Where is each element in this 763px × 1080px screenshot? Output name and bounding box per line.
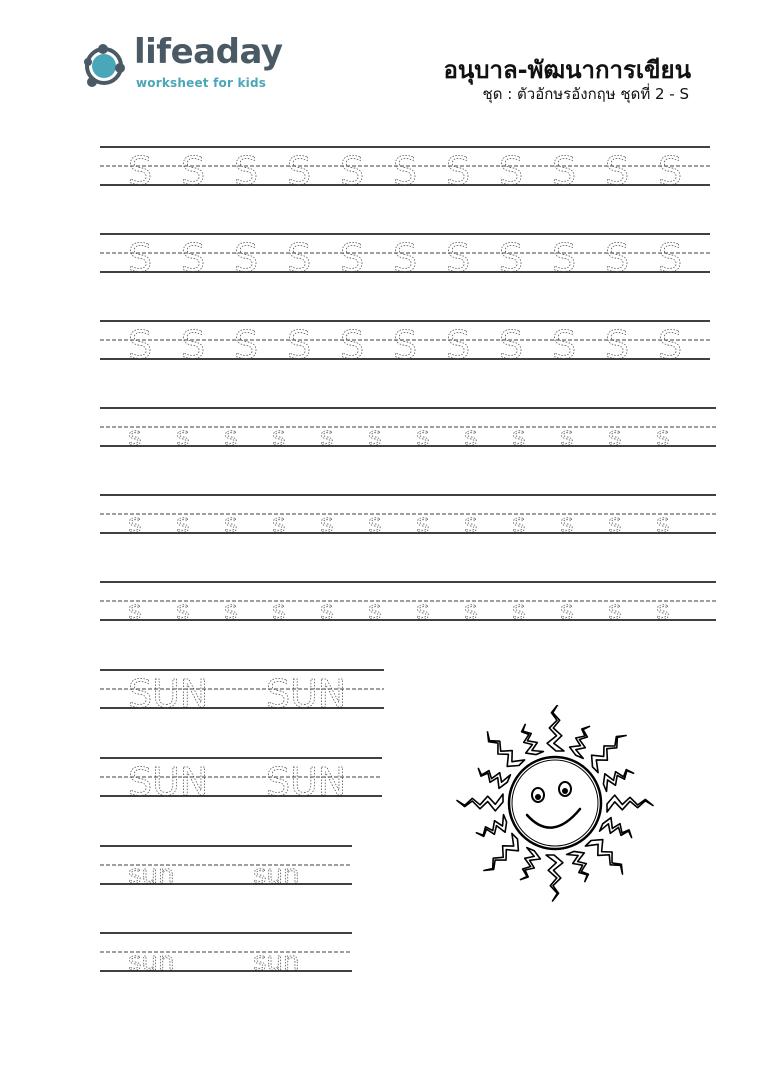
trace-letter: S [552,149,577,193]
trace-letter: s [368,422,382,452]
trace-letter: s [560,509,574,539]
sun-ray [488,732,525,767]
worksheet-subtitle: ชุด : ตัวอักษรอังกฤษ ชุดที่ 2 - S [482,85,689,103]
trace-letter: s [368,596,382,626]
trace-letter: s [560,422,574,452]
trace-letter: S [340,236,365,280]
trace-letter: s [560,596,574,626]
trace-letter: s [176,509,190,539]
trace-letter: S [446,323,471,367]
trace-letter: s [272,509,286,539]
practice-row [0,233,763,280]
sun-ray [484,833,519,870]
trace-letter: S [287,149,312,193]
practice-row [0,669,763,716]
trace-letter: SUN [266,672,347,716]
trace-letter: S [552,236,577,280]
sun-ray [592,736,627,773]
practice-row [0,146,763,193]
worksheet-title: อนุบาล-พัฒนาการเขียน [443,56,691,84]
trace-letter: S [181,323,206,367]
sun-ray [457,794,503,811]
trace-letter: s [512,509,526,539]
trace-letter: s [320,596,334,626]
trace-letter: S [393,149,418,193]
brand-logo [82,32,283,94]
practice-row [0,407,763,452]
trace-letter: S [605,236,630,280]
trace-letter: s [464,422,478,452]
trace-letter: S [181,236,206,280]
trace-letter: S [287,323,312,367]
trace-letter: s [368,509,382,539]
trace-letter: sun [253,860,300,890]
trace-letter: s [608,596,622,626]
trace-letter: s [656,596,670,626]
trace-letter: S [393,323,418,367]
trace-letter: S [499,323,524,367]
trace-letter: S [128,149,153,193]
sun-ray [476,815,506,837]
trace-letter: s [224,596,238,626]
trace-letter: S [234,149,259,193]
sun-ray [607,795,653,812]
trace-letter: S [499,149,524,193]
trace-letter: s [224,422,238,452]
sun-ray [600,818,632,838]
sun-ray [567,851,589,881]
trace-letter: s [320,509,334,539]
trace-letter: s [656,422,670,452]
trace-letter: S [552,323,577,367]
trace-letter: s [464,509,478,539]
trace-letter: s [128,509,142,539]
trace-letter: S [340,149,365,193]
writing-guide [0,494,763,539]
trace-letter: s [656,509,670,539]
trace-letter: S [499,236,524,280]
trace-letter: s [416,422,430,452]
trace-letter: s [176,422,190,452]
trace-letter: SUN [266,760,347,804]
trace-letter: S [128,236,153,280]
trace-letter: S [605,149,630,193]
writing-guide [0,146,763,193]
trace-letter: sun [253,947,300,977]
sun-ray [478,769,510,789]
trace-letter: s [416,509,430,539]
trace-letter: s [176,596,190,626]
trace-letter: s [224,509,238,539]
trace-letter: S [605,323,630,367]
trace-letter: s [608,422,622,452]
trace-letter: s [272,422,286,452]
trace-letter: s [272,596,286,626]
trace-letter: s [512,596,526,626]
trace-letter: s [608,509,622,539]
trace-letter: s [512,422,526,452]
trace-letter: S [393,236,418,280]
practice-row [0,494,763,539]
sun-ray [570,726,590,758]
trace-letter: S [234,323,259,367]
trace-letter: sun [128,947,175,977]
sun-ray [585,840,622,875]
practice-row [0,932,763,977]
trace-letter: S [658,149,683,193]
writing-guide [0,932,763,977]
logo-mark-icon [82,38,134,94]
trace-letter: s [416,596,430,626]
brand-tagline: worksheet for kids [136,76,267,90]
writing-guide [0,320,763,367]
trace-letter: S [340,323,365,367]
sun-ray [521,848,541,880]
sun-ray [546,855,563,901]
trace-letter: S [287,236,312,280]
sun-icon [430,705,680,915]
writing-guide [0,233,763,280]
trace-letter: S [234,236,259,280]
practice-row [0,320,763,367]
trace-letter: sun [128,860,175,890]
trace-letter: SUN [128,672,209,716]
writing-guide [0,581,763,626]
trace-letter: S [446,236,471,280]
practice-row [0,581,763,626]
trace-letter: S [658,323,683,367]
trace-letter: S [658,236,683,280]
trace-letter: s [320,422,334,452]
trace-letter: s [128,422,142,452]
sun-ray [603,770,633,792]
sun-ray [522,724,544,754]
writing-guide [0,407,763,452]
sun-ray [547,705,564,751]
trace-letter: S [128,323,153,367]
trace-letter: s [464,596,478,626]
trace-letter: S [181,149,206,193]
trace-letter: SUN [128,760,209,804]
trace-letter: s [128,596,142,626]
trace-letter: S [446,149,471,193]
brand-name: lifeaday [134,32,283,72]
